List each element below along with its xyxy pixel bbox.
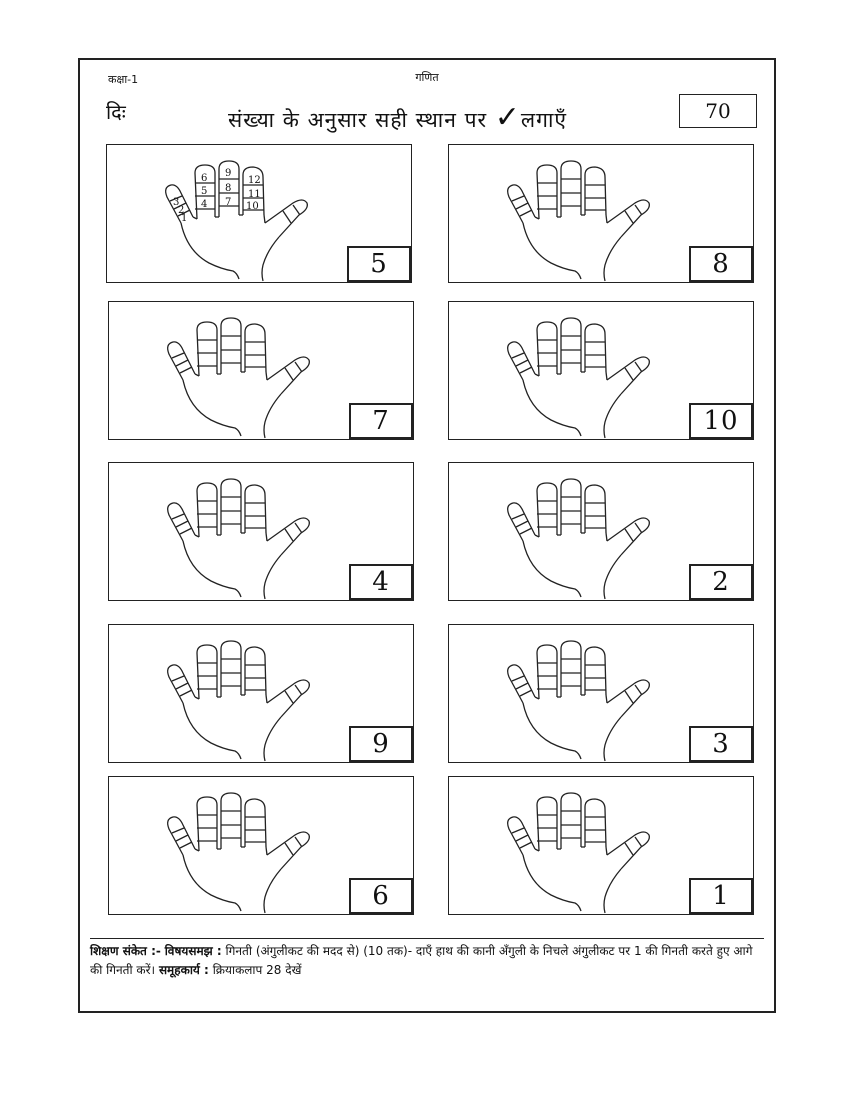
number-box: 6	[349, 878, 413, 914]
note-label-group: समूहकार्य :	[158, 963, 209, 977]
date-label: दिः	[106, 100, 126, 124]
note-label-understanding: विषयसमझ :	[164, 944, 222, 958]
teacher-note	[90, 942, 762, 980]
worksheet	[78, 58, 776, 1013]
hand-outline-icon	[139, 785, 329, 915]
tick-icon: ✓	[494, 100, 521, 135]
footer-divider	[90, 938, 764, 939]
number-box: 3	[689, 726, 753, 762]
hand-outline-icon	[479, 471, 669, 601]
number-box: 1	[689, 878, 753, 914]
subject-title: गणित	[415, 71, 439, 84]
hand-card[interactable]	[108, 462, 414, 601]
segment-label: 9	[225, 168, 232, 179]
note-text: गिनती (अंगुलीकट की मदद से) (10 तक)- दाएँ हाथ की कानी अँगुली के निचले अंगुलीकट पर 1 की गिनती करते हुए आगे की गिनती करें।	[90, 944, 753, 977]
hand-outline-icon	[479, 785, 669, 915]
number-box: 2	[689, 564, 753, 600]
hand-card[interactable]	[448, 301, 754, 440]
instruction-text: संख्या के अनुसार सही स्थान पर	[228, 108, 488, 132]
hand-outline-icon	[139, 633, 329, 763]
hand-card[interactable]	[108, 301, 414, 440]
segment-label: 6	[201, 173, 208, 184]
hand-outline-icon	[479, 153, 669, 283]
hand-outline-icon	[479, 310, 669, 440]
segment-label: 4	[201, 199, 208, 210]
segment-label: 7	[225, 197, 232, 208]
note-activity: क्रियाकलाप 28 देखें	[212, 963, 302, 977]
hand-card[interactable]	[108, 624, 414, 763]
hand-card[interactable]	[448, 462, 754, 601]
number-box: 10	[689, 403, 753, 439]
number-box: 8	[689, 246, 753, 282]
hand-card[interactable]	[108, 776, 414, 915]
class-label: कक्षा-1	[108, 73, 139, 86]
instruction-end: लगाएँ	[520, 108, 568, 132]
number-box: 7	[349, 403, 413, 439]
number-box: 9	[349, 726, 413, 762]
segment-label: 5	[201, 186, 208, 197]
segment-label: 8	[225, 183, 232, 194]
segment-label: 10	[246, 201, 259, 212]
instruction	[228, 100, 567, 135]
number-box: 4	[349, 564, 413, 600]
hand-card[interactable]	[448, 144, 754, 283]
note-label-teaching: शिक्षण संकेत :-	[90, 944, 161, 958]
segment-label: 12	[248, 175, 261, 186]
page-number: 70	[679, 94, 757, 128]
segment-label: 1	[181, 213, 188, 224]
hand-card[interactable]	[448, 776, 754, 915]
hand-card[interactable]	[106, 144, 412, 283]
hand-outline-icon	[139, 310, 329, 440]
number-box: 5	[347, 246, 411, 282]
segment-label: 2	[178, 205, 185, 216]
hand-card[interactable]	[448, 624, 754, 763]
hand-outline-icon	[139, 471, 329, 601]
hand-outline-icon	[137, 153, 327, 283]
hand-outline-icon	[479, 633, 669, 763]
segment-label: 11	[248, 189, 261, 200]
segment-label: 3	[173, 197, 180, 208]
